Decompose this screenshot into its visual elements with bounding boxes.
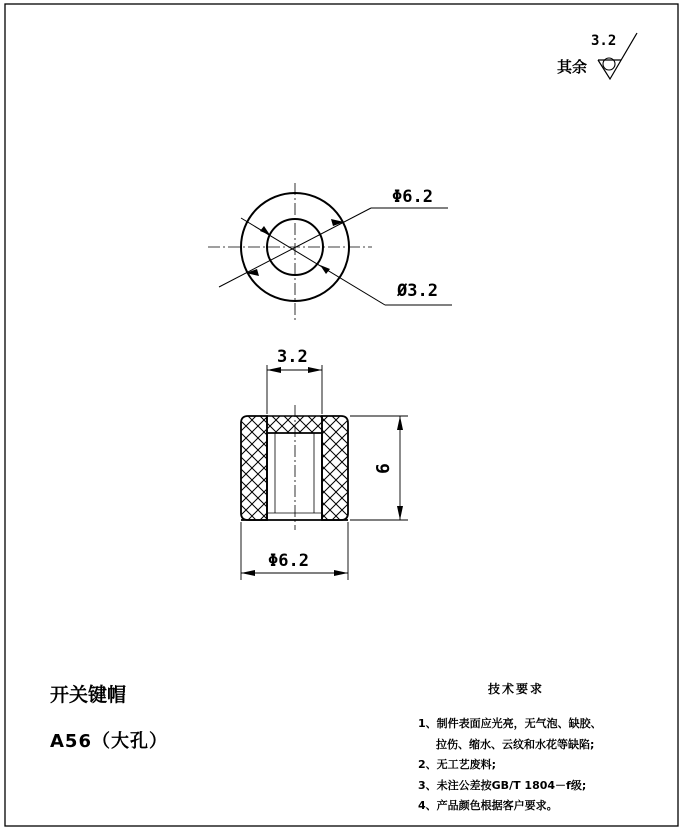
requirement-item: 拉伤、缩水、云纹和水花等缺陷;: [436, 737, 595, 751]
part-name: 开关键帽: [50, 684, 127, 706]
roughness-value: 3.2: [591, 33, 617, 49]
height-label: 6: [373, 463, 394, 474]
roughness-label: 其余: [557, 58, 588, 76]
requirement-item: 3、未注公差按GB/T 1804－f级;: [418, 778, 587, 792]
requirement-item: 4、产品颜色根据客户要求。: [418, 799, 558, 812]
requirement-item: 1、制件表面应光亮，无气泡、缺胶、: [418, 717, 602, 730]
right-wall: [322, 416, 348, 520]
part-model: A56（大孔）: [50, 731, 168, 752]
requirement-item: 2、无工艺废料;: [418, 758, 497, 771]
inner-diameter-label: Ø3.2: [397, 281, 438, 301]
requirements-title: 技术要求: [488, 682, 545, 696]
outer-diameter-label: Φ6.2: [392, 187, 433, 207]
requirements-list: [418, 714, 602, 817]
top-bar: [267, 416, 322, 433]
left-wall: [241, 416, 267, 520]
roughness-symbol: [557, 33, 637, 79]
bottom-diameter-label: Φ6.2: [268, 551, 309, 571]
top-view: [208, 183, 452, 320]
section-view: [241, 347, 408, 580]
hole-width-label: 3.2: [277, 347, 308, 367]
